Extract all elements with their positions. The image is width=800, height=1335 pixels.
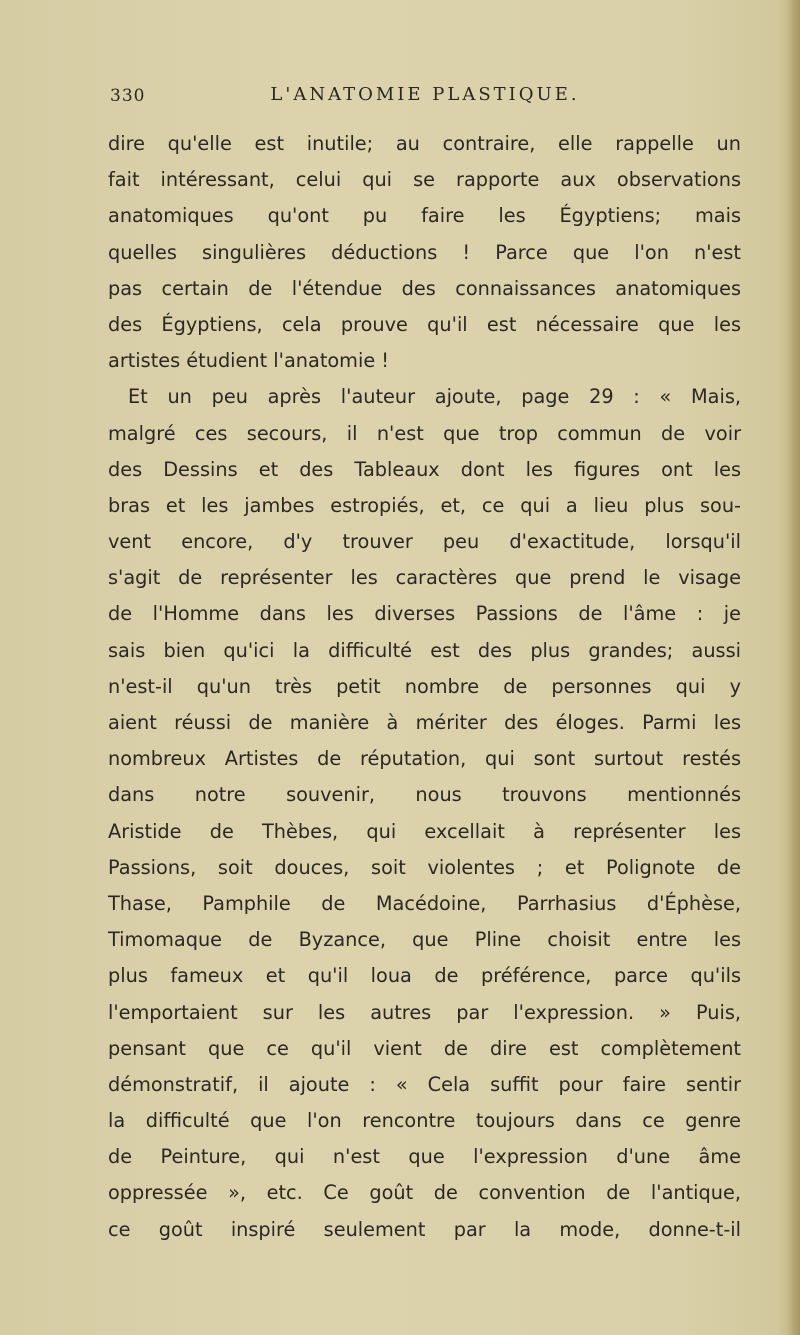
text-line: Timomaque de Byzance, que Pline choisit entre les <box>108 928 741 952</box>
page-number: 330 <box>110 86 146 106</box>
page-edge-shadow <box>786 0 800 1335</box>
running-head-title: L'ANATOMIE PLASTIQUE. <box>270 84 580 105</box>
text-line: fait intéressant, celui qui se rapporte aux observations <box>108 168 741 192</box>
text-line: la difficulté que l'on rencontre toujours dans ce genre <box>108 1109 741 1133</box>
text-line: Aristide de Thèbes, qui excellait à représenter les <box>108 819 741 843</box>
text-line: artistes étudient l'anatomie ! <box>108 349 390 373</box>
running-head <box>110 84 740 114</box>
text-line: des Dessins et des Tableaux dont les figures ont les <box>108 457 741 481</box>
text-line: dire qu'elle est inutile; au contraire, elle rappelle un <box>108 132 741 155</box>
text-line: quelles singulières déductions ! Parce que l'on n'est <box>108 240 741 264</box>
text-line: vent encore, d'y trouver peu d'exactitude, lorsqu'il <box>108 530 741 554</box>
text-line: dans notre souvenir, nous trouvons mentionnés <box>108 783 741 807</box>
text-line: malgré ces secours, il n'est que trop commun de voir <box>108 421 741 445</box>
body-text <box>108 126 741 1248</box>
text-line: oppressée », etc. Ce goût de convention de l'antique, <box>108 1181 741 1205</box>
text-line: Thase, Pamphile de Macédoine, Parrhasius d'Éphèse, <box>108 891 741 915</box>
text-line: Et un peu après l'auteur ajoute, page 29 : « Mais, <box>128 385 741 409</box>
text-line: aient réussi de manière à mériter des éloges. Parmi les <box>108 711 741 734</box>
text-line: l'emportaient sur les autres par l'expression. » Puis, <box>108 1000 741 1024</box>
text-line: bras et les jambes estropiés, et, ce qui a lieu plus sou- <box>108 493 741 517</box>
text-line: n'est-il qu'un très petit nombre de personnes qui y <box>108 674 741 698</box>
text-line: pensant que ce qu'il vient de dire est complètement <box>108 1036 741 1060</box>
text-line: Passions, soit douces, soit violentes ; et Polignote de <box>108 855 741 879</box>
text-line: démonstratif, il ajoute : « Cela suffit pour faire sentir <box>108 1072 741 1096</box>
text-line: de l'Homme dans les diverses Passions de l'âme : je <box>108 602 741 626</box>
text-line: ce goût inspiré seulement par la mode, donne-t-il <box>108 1217 741 1241</box>
text-line: pas certain de l'étendue des connaissances anatomiques <box>108 276 741 300</box>
text-line: de Peinture, qui n'est que l'expression d'une âme <box>108 1145 741 1169</box>
text-line: s'agit de représenter les caractères que prend le visage <box>108 566 741 590</box>
text-line: des Égyptiens, cela prouve qu'il est nécessaire que les <box>108 312 741 336</box>
text-line: plus fameux et qu'il loua de préférence, parce qu'ils <box>108 964 741 988</box>
text-line: anatomiques qu'ont pu faire les Égyptiens; mais <box>108 204 741 228</box>
text-line: nombreux Artistes de réputation, qui sont surtout restés <box>108 747 741 771</box>
text-line: sais bien qu'ici la difficulté est des plus grandes; aussi <box>108 638 741 662</box>
